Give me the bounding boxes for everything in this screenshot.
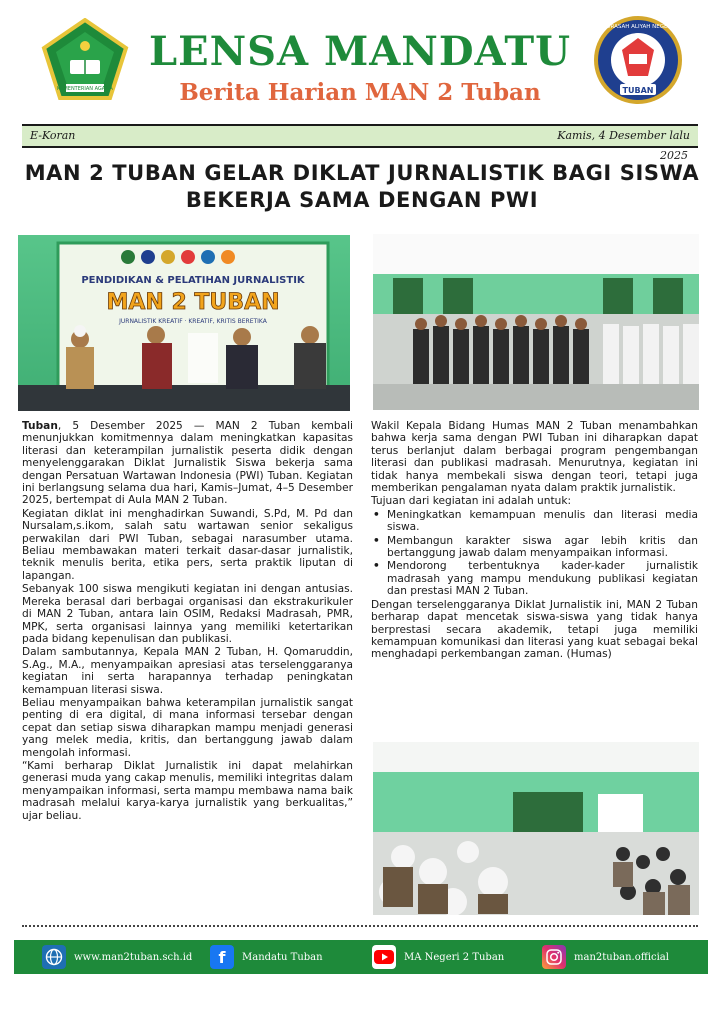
kemenag-logo xyxy=(40,18,130,104)
school-logo xyxy=(592,14,684,106)
headline: MAN 2 TUBAN GELAR DIKLAT JURNALISTIK BAGI SISWA BEKERJA SAMA DENGAN PWI xyxy=(24,161,700,212)
footer-instagram[interactable] xyxy=(542,945,669,969)
article-paragraph xyxy=(22,420,353,507)
article-paragraph-8: Dengan terselenggaranya Diklat Jurnalistik ini, MAN 2 Tuban berharap dapat mencetak siswa-siswa yang tidak hanya berprestasi secara akademik, tetapi juga memiliki kemampuan komunikasi dan literasi yang kuat sebagai bekal menghadapi perkembangan zaman. (Humas) xyxy=(371,598,698,661)
photo1-banner-line3: JURNALISTIK KREATIF · KREATIF, KRITIS BERETIKA xyxy=(119,318,267,325)
goals-list xyxy=(371,509,698,598)
article-paragraph-5: Beliau menyampaikan bahwa keterampilan jurnalistik sangat penting di era digital, di mana informasi tersebar dengan cepat dan setiap siswa diharapkan mampu menjadi generasi yang melek media, kritis, dan bertanggung jawab dalam mengolah informasi. xyxy=(22,696,353,759)
article-paragraph-2: Kegiatan diklat ini menghadirkan Suwandi, S.Pd, M. Pd dan Nursalam,s.ikom, salah satu wartawan senior sekaligus perwakilan dari PWI Tuban, sebagai narasumber utama. Beliau membawakan materi terkait dasar-dasar jurnalistik, teknik menulis berita, etika pers, serta praktik liputan di lapangan. xyxy=(22,507,353,582)
article-dateline: Tuban xyxy=(22,420,58,432)
list-item: • Membangun karakter siswa agar lebih kritis dan bertanggung jawab dalam menyampaikan informasi. xyxy=(371,535,698,560)
school-logo-text: MADRASAH ALIYAH NEGERI 2 xyxy=(597,24,679,30)
edition-date: Kamis, 4 Desember lalu xyxy=(557,129,690,142)
footer-website[interactable] xyxy=(42,945,192,969)
article-paragraph-3: Sebanyak 100 siswa mengikuti kegiatan ini dengan antusias. Mereka berasal dari berbagai organisasi dan ekstrakurikuler di MAN 2 Tuban, antara lain OSIM, Redaksi Madrasah, PMR, MPK, serta organisasi lainnya yang memiliki ketertarikan pada bidang kepenulisan dan publikasi. xyxy=(22,583,353,645)
list-item: • Mendorong terbentuknya kader-kader jurnalistik madrasah yang mampu mendukung publikasi kegiatan dan prestasi MAN 2 Tuban. xyxy=(371,560,698,597)
edition-bar xyxy=(22,124,698,148)
photo1-banner-line2: MAN 2 TUBAN xyxy=(106,290,280,315)
footer-website-label: www.man2tuban.sch.id xyxy=(74,951,193,963)
masthead xyxy=(140,30,580,108)
article-column-right xyxy=(371,420,698,662)
footer-instagram-label: man2tuban.official xyxy=(574,951,669,963)
divider xyxy=(22,925,698,927)
footer-bar xyxy=(14,940,708,974)
svg-text:f: f xyxy=(218,948,226,966)
youtube-icon xyxy=(372,945,396,969)
publication-tagline: Berita Harian MAN 2 Tuban xyxy=(179,79,541,106)
instagram-icon xyxy=(542,945,566,969)
photo-speakers-banner xyxy=(18,235,350,411)
facebook-icon xyxy=(210,945,234,969)
footer-facebook[interactable] xyxy=(210,945,323,969)
photo-group-hall xyxy=(373,234,699,410)
article-paragraph-1: , 5 Desember 2025 — MAN 2 Tuban kembali menunjukkan komitmennya dalam meningkatkan kapasitas literasi dan keterampilan jurnalistik peserta didik dengan menyelenggarakan Diklat Jurnalistik Siswa bekerja sama dengan Persatuan Wartawan Indonesia (PWI) Tuban. Kegiatan ini berlangsung selama dua hari, Kamis–Jumat, 4–5 Desember 2025, bertempat di Aula MAN 2 Tuban. xyxy=(22,420,353,507)
footer-youtube[interactable] xyxy=(372,945,504,969)
list-item: • Meningkatkan kemampuan menulis dan literasi media siswa. xyxy=(371,509,698,534)
publication-name: LENSA MANDATU xyxy=(148,28,572,75)
photo-students-seated xyxy=(373,742,699,915)
article-column-left xyxy=(22,420,353,823)
article-paragraph-7: Wakil Kepala Bidang Humas MAN 2 Tuban menambahkan bahwa kerja sama dengan PWI Tuban ini diharapkan dapat terus berlanjut dalam berbagai program pengembangan literasi dan publikasi madrasah. Menurutnya, kegiatan ini tidak hanya membekali siswa dengan teori, tetapi juga memberikan pengalaman nyata dalam praktik jurnalistik. xyxy=(371,420,698,495)
footer-facebook-label: Mandatu Tuban xyxy=(242,951,323,963)
footer-youtube-label: MA Negeri 2 Tuban xyxy=(404,951,505,963)
edition-year: 2025 xyxy=(660,149,688,162)
article-paragraph-6: “Kami berharap Diklat Jurnalistik ini dapat melahirkan generasi muda yang cakap menulis, memiliki integritas dalam menyampaikan informasi, serta mampu membawa nama baik madrasah melalui karya-karya jurnalistik yang berkualitas,” ujar beliau. xyxy=(22,759,353,822)
school-logo-city: TUBAN xyxy=(622,86,654,95)
globe-icon xyxy=(42,945,66,969)
article-paragraph-4: Dalam sambutannya, Kepala MAN 2 Tuban, H. Qomaruddin, S.Ag., M.A., menyampaikan apresiasi atas terselenggaranya kegiatan ini serta harapannya terhadap peningkatan kemampuan literasi siswa. xyxy=(22,646,353,696)
photo1-banner-line1: PENDIDIKAN & PELATIHAN JURNALISTIK xyxy=(81,275,305,286)
edition-label: E-Koran xyxy=(30,129,76,142)
kemenag-logo-text: KEMENTERIAN AGAMA xyxy=(57,86,113,92)
goals-intro: Tujuan dari kegiatan ini adalah untuk: xyxy=(371,495,572,508)
